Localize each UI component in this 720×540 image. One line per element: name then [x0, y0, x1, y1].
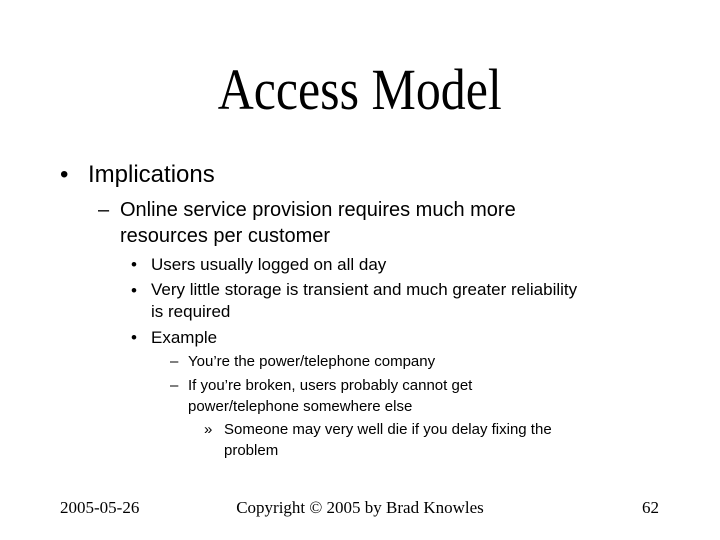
bullet-icon: •: [131, 328, 137, 347]
bullet-implications: Implications: [88, 161, 215, 188]
bullet-icon: •: [131, 281, 137, 300]
subbullet-online-service: [120, 197, 516, 249]
footer-copyright: Copyright © 2005 by Brad Knowles: [236, 498, 484, 517]
footer-page-number: 62: [642, 498, 659, 517]
guillemet-icon: »: [204, 421, 213, 438]
footer-date: 2005-05-26: [60, 498, 140, 517]
bullet-line: Users usually logged on all day: [151, 255, 387, 274]
dash-icon: –: [170, 377, 179, 394]
subsubbullet-someone-may-die: [224, 419, 552, 461]
slide-title: Access Model: [217, 57, 502, 122]
bullet-icon: •: [60, 161, 69, 188]
bullet-line: Example: [151, 328, 218, 347]
bullet-users-logged-on: [151, 253, 386, 276]
bullet-line: is required: [151, 302, 231, 321]
subsubbullet-line: problem: [224, 442, 279, 459]
subbullet-power-company: [188, 351, 435, 372]
subbullet-line: power/telephone somewhere else: [188, 398, 413, 415]
subbullet-line: resources per customer: [120, 225, 331, 247]
bullet-example: [151, 326, 217, 349]
bullet-storage-transient: [151, 279, 577, 323]
bullet-icon: •: [131, 255, 137, 274]
bullet-line: Very little storage is transient and much greater reliability: [151, 280, 578, 299]
dash-icon: –: [98, 199, 110, 221]
subbullet-line: If you’re broken, users probably cannot get: [188, 377, 473, 394]
subbullet-if-broken: [188, 375, 472, 417]
subbullet-line: Online service provision requires much more: [120, 199, 516, 221]
subbullet-line: You’re the power/telephone company: [188, 353, 436, 370]
dash-icon: –: [170, 353, 179, 370]
subsubbullet-line: Someone may very well die if you delay fixing the: [224, 421, 552, 438]
